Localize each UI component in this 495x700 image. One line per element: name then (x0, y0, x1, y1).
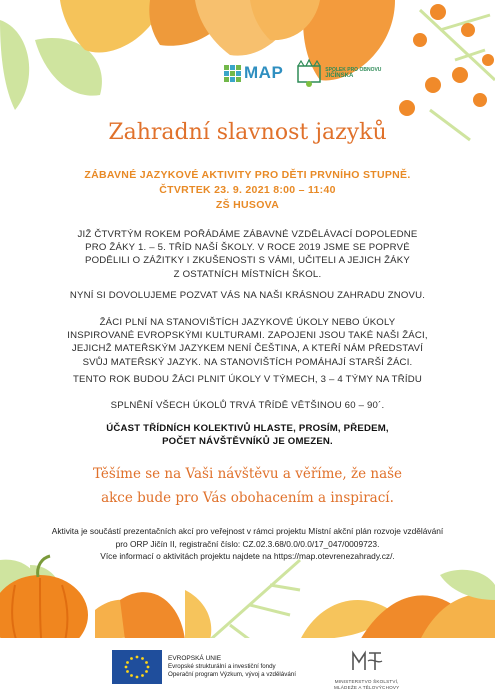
paragraph-registration (60, 422, 435, 448)
text-line: ÚČAST TŘÍDNÍCH KOLEKTIVŮ HLASTE, PROSÍM, PŘEDEM, (106, 423, 389, 434)
map-logo-mark (224, 65, 241, 82)
closing-message (0, 462, 495, 510)
funding-footer (0, 638, 495, 700)
text-line: SVŮJ MATEŘSKÝ JAZYK. NA STANOVIŠTÍCH POMÁHAJÍ STARŠÍ ŽÁCI. (82, 356, 413, 368)
text-line: SPLNĚNÍ VŠECH ÚKOLŮ TRVÁ TŘÍDĚ VĚTŠINOU 60 – 90´. (110, 400, 385, 411)
closing-line: Těšíme se na Vaši návštěvu a věříme, že naše (92, 466, 403, 482)
map-logo (224, 63, 283, 83)
jicinsko-logo-line-2: JIČÍNSKA (325, 73, 354, 79)
map-logo-text: MAP (244, 63, 284, 82)
project-note (30, 525, 465, 563)
event-subtitle: ZÁBAVNÉ JAZYKOVÉ AKTIVITY PRO DĚTI PRVNÍHO STUPNĚ. (84, 169, 411, 181)
text-line: TENTO ROK BUDOU ŽÁCI PLNIT ÚKOLY V TÝMECH, 3 – 4 TÝMY NA TŘÍDU (73, 374, 422, 385)
msmt-logo-icon (350, 648, 384, 674)
eu-programme: Operační program Výzkum, vývoj a vzdělávání (168, 671, 296, 678)
text-line: ŽÁCI PLNÍ NA STANOVIŠTÍCH JAZYKOVÉ ÚKOLY NEBO ÚKOLY (99, 317, 396, 328)
page-title: Zahradní slavnost jazyků (108, 120, 387, 145)
jicinsko-logo-line-1: SPOLEK PRO OBNOVU (325, 67, 382, 73)
paragraph-teams (60, 373, 435, 386)
eu-title: EVROPSKÁ UNIE (168, 655, 222, 662)
eu-flag-icon (112, 650, 162, 684)
note-line: pro ORP Jičín II, registrační číslo: CZ.02.3.68/0.0/0.0/17_047/0009723. (115, 538, 380, 549)
paragraph-intro (60, 228, 435, 281)
msmt-line-2: MLÁDEŽE A TĚLOVÝCHOVY (334, 684, 400, 690)
paragraph-invitation (60, 289, 435, 302)
text-line: INSPIROVANÉ EVROPSKÝMI KULTURAMI. ZAPOJENI JSOU TAKÉ NAŠI ŽÁCI, (67, 330, 428, 342)
event-info (0, 168, 495, 213)
note-line: Aktivita je součástí prezentačních akcí pro veřejnost v rámci projektu Místní akční plán rozvoje vzdělávání (51, 526, 444, 536)
eu-funds: Evropské strukturální a investiční fondy (168, 663, 276, 670)
msmt-logo-block (334, 648, 399, 690)
msmt-line-1: MINISTERSTVO ŠKOLSTVÍ, (334, 679, 399, 684)
event-venue: ZŠ HUSOVA (215, 199, 280, 211)
text-line: JEJICHŽ MATEŘSKÝM JAZYKEM NENÍ ČEŠTINA, A KTEŘÍ NÁM PŘEDSTAVÍ (71, 343, 424, 355)
note-line: Více informací o aktivitách projektu najdete na https://map.otevrenezahrady.cz/. (100, 551, 395, 561)
event-date: ČTVRTEK 23. 9. 2021 8:00 – 11:40 (159, 184, 336, 196)
jicinsko-logo (295, 58, 381, 88)
text-line: NYNÍ SI DOVOLUJEME POZVAT VÁS NA NAŠI KRÁSNOU ZAHRADU ZNOVU. (69, 290, 426, 301)
text-line: PODĚLILI O ZÁŽITKY I ZKUŠENOSTI S VÁMI, UČITELI A JEJICH ŽÁKY (85, 255, 410, 267)
text-line: Z OSTATNÍCH MÍSTNÍCH ŠKOL. (173, 268, 322, 280)
text-line: JIŽ ČTVRTÝM ROKEM POŘÁDÁME ZÁBAVNÉ VZDĚLÁVACÍ DOPOLEDNE (77, 229, 418, 240)
closing-line: akce bude pro Vás obohacením a inspirací. (101, 490, 394, 506)
eu-logo-block (112, 650, 296, 684)
text-line: PRO ŽÁKY 1. – 5. TŘÍD NAŠÍ ŠKOLY. V ROCE 2019 JSME SE POPRVÉ (85, 242, 410, 254)
text-line: POČET NÁVŠTĚVNÍKŮ JE OMEZEN. (162, 436, 333, 448)
paragraph-stations (60, 316, 435, 369)
partner-logos (224, 58, 381, 88)
castle-icon (295, 58, 323, 88)
paragraph-duration (60, 399, 435, 412)
